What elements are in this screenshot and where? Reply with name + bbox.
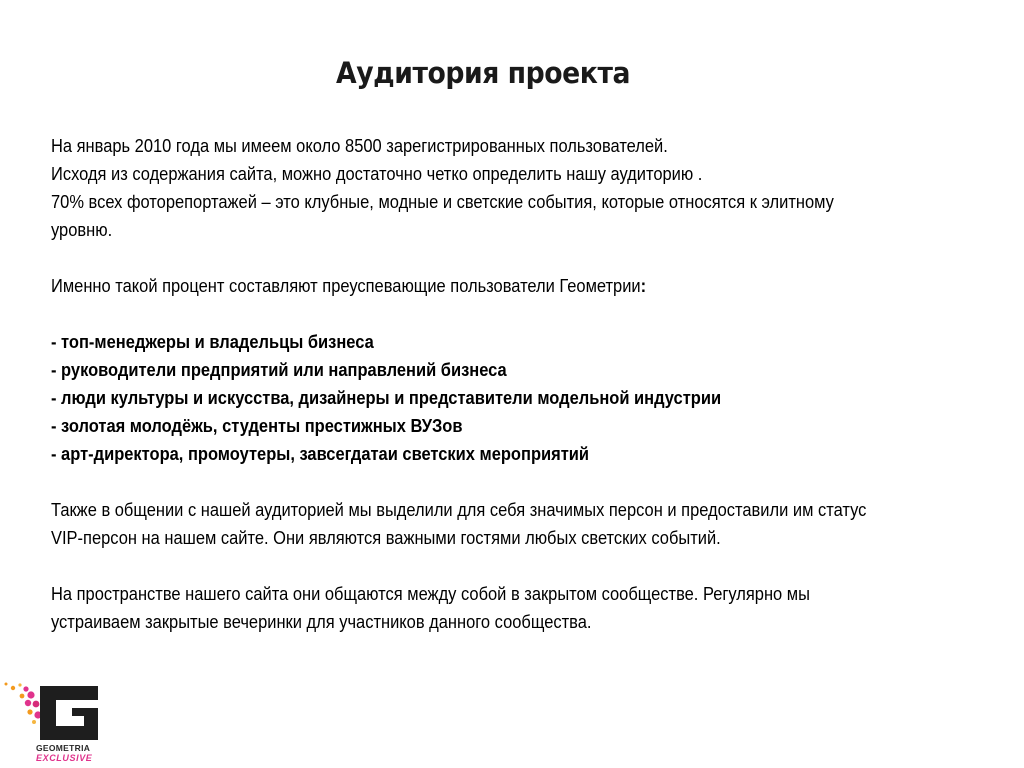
segment-item: - люди культуры и искусства, дизайнеры и представители модельной индустрии — [51, 388, 722, 408]
spacer — [51, 468, 991, 496]
spacer — [51, 552, 991, 580]
intro-line: Исходя из содержания сайта, можно достаточно четко определить нашу аудиторию . — [51, 164, 703, 184]
slide-title: Аудитория проекта — [336, 56, 630, 90]
geometria-g-logo-icon — [0, 676, 110, 746]
vip-line: VIP-персон на нашем сайте. Они являются важными гостями любых светских событий. — [51, 528, 721, 548]
segment-item: - золотая молодёжь, студенты престижных ВУЗов — [51, 416, 463, 436]
segment-item: - топ-менеджеры и владельцы бизнеса — [51, 332, 374, 352]
slide-body — [51, 132, 991, 636]
lead-in-line — [51, 272, 911, 300]
segment-item: - арт-директора, промоутеры, завсегдатаи светских мероприятий — [51, 444, 590, 464]
intro-line: уровню. — [51, 220, 113, 240]
vip-line: Также в общении с нашей аудиторией мы выделили для себя значимых персон и предоставили им статус — [51, 500, 867, 520]
spacer — [51, 300, 991, 328]
community-line: устраиваем закрытые вечеринки для участников данного сообщества. — [51, 612, 592, 632]
segment-item: - руководители предприятий или направлений бизнеса — [51, 360, 507, 380]
logo-wordmark: GEOMETRIA — [36, 743, 91, 753]
intro-line: На январь 2010 года мы имеем около 8500 зарегистрированных пользователей. — [51, 136, 668, 156]
spacer — [51, 244, 991, 272]
intro-line: 70% всех фоторепортажей – это клубные, модные и светские события, которые относятся к элитному — [51, 192, 834, 212]
logo-subtitle: EXCLUSIVE — [36, 753, 93, 763]
lead-in-text: Именно такой процент составляют преуспевающие пользователи Геометрии — [51, 276, 641, 296]
community-line: На пространстве нашего сайта они общаются между собой в закрытом сообществе. Регулярно мы — [51, 584, 810, 604]
lead-in-colon: : — [640, 276, 647, 296]
